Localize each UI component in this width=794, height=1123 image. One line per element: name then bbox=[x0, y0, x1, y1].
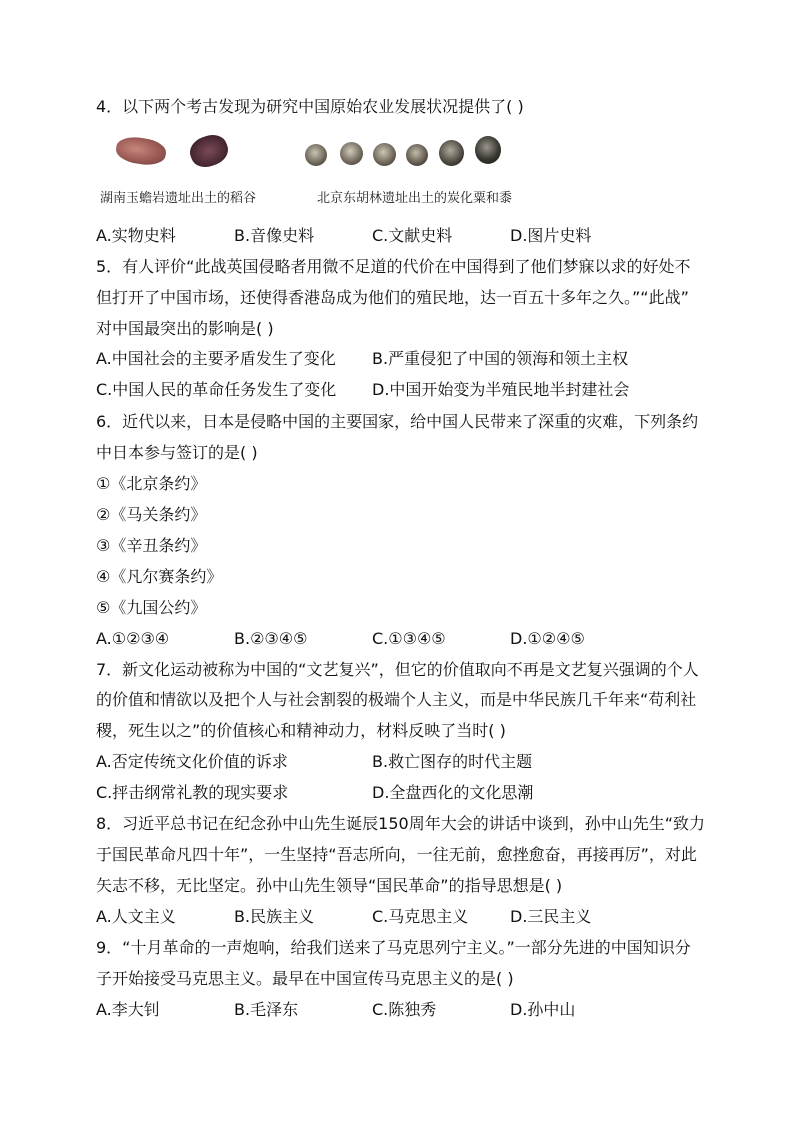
q7-stem-line-3: 稷，死生以之”的价值核心和精神动力，材料反映了当时( ) bbox=[96, 721, 506, 740]
q6-item-4: ④《凡尔赛条约》 bbox=[96, 567, 223, 586]
rice-grains-image bbox=[112, 134, 232, 170]
q6-item-1: ①《北京条约》 bbox=[96, 474, 207, 493]
q5-stem-line-3: 对中国最突出的影响是( ) bbox=[96, 319, 274, 338]
q7-stem-line-1: 7．新文化运动被称为中国的“文艺复兴”，但它的价值取向不再是文艺复兴强调的个人 bbox=[96, 660, 699, 679]
q5-option-b: B.严重侵犯了中国的领海和领土主权 bbox=[372, 349, 629, 368]
q8-stem-line-2: 于国民革命凡四十年”，一生坚持“吾志所向，一往无前，愈挫愈奋，再接再厉”，对此 bbox=[96, 845, 697, 864]
q6-option-c: C.①③④⑤ bbox=[372, 629, 446, 648]
caption-rice: 湖南玉蟾岩遗址出土的稻谷 bbox=[100, 191, 257, 206]
q5-stem-line-1: 5．有人评价“此战英国侵略者用微不足道的代价在中国得到了他们梦寐以求的好处不 bbox=[96, 257, 691, 276]
q6-option-b: B.②③④⑤ bbox=[234, 629, 308, 648]
q4-option-b: B.音像史料 bbox=[234, 226, 315, 245]
q9-option-b: B.毛泽东 bbox=[234, 1000, 299, 1019]
q6-option-a: A.①②③④ bbox=[96, 629, 170, 648]
q4-option-d: D.图片史料 bbox=[510, 226, 592, 245]
q6-item-5: ⑤《九国公约》 bbox=[96, 598, 207, 617]
q8-option-a: A.人文主义 bbox=[96, 907, 176, 926]
q6-stem-line-1: 6．近代以来，日本是侵略中国的主要国家，给中国人民带来了深重的灾难，下列条约 bbox=[96, 412, 699, 431]
millet-grains-image bbox=[303, 136, 503, 170]
q9-option-c: C.陈独秀 bbox=[372, 1000, 437, 1019]
q8-stem-line-1: 8．习近平总书记在纪念孙中山先生诞辰150周年大会的讲话中谈到，孙中山先生“致力 bbox=[96, 814, 706, 833]
q4-stem: 4．以下两个考古发现为研究中国原始农业发展状况提供了( ) bbox=[96, 97, 524, 116]
q4-option-c: C.文献史料 bbox=[372, 226, 453, 245]
q7-stem-line-2: 的价值和情欲以及把个人与社会割裂的极端个人主义，而是中华民族几千年来“苟利社 bbox=[96, 690, 697, 709]
q7-option-d: D.全盘西化的文化思潮 bbox=[372, 783, 534, 802]
q5-stem-line-2: 但打开了中国市场，还使得香港岛成为他们的殖民地，达一百五十多年之久。”“此战” bbox=[96, 288, 689, 307]
q9-option-d: D.孙中山 bbox=[510, 1000, 576, 1019]
q9-stem-line-2: 子开始接受马克思主义。最早在中国宣传马克思主义的是( ) bbox=[96, 969, 514, 988]
q8-option-c: C.马克思主义 bbox=[372, 907, 469, 926]
q9-option-a: A.李大钊 bbox=[96, 1000, 160, 1019]
q6-item-3: ③《辛丑条约》 bbox=[96, 536, 207, 555]
caption-millet: 北京东胡林遗址出土的炭化粟和黍 bbox=[317, 191, 513, 206]
q6-option-d: D.①②④⑤ bbox=[510, 629, 585, 648]
q5-option-d: D.中国开始变为半殖民地半封建社会 bbox=[372, 380, 630, 399]
q4-option-a: A.实物史料 bbox=[96, 226, 176, 245]
q5-option-a: A.中国社会的主要矛盾发生了变化 bbox=[96, 349, 336, 368]
q9-stem-line-1: 9．“十月革命的一声炮响，给我们送来了马克思列宁主义。”一部分先进的中国知识分 bbox=[96, 938, 691, 957]
q7-option-c: C.抨击纲常礼教的现实要求 bbox=[96, 783, 289, 802]
q6-item-2: ②《马关条约》 bbox=[96, 505, 207, 524]
q8-option-b: B.民族主义 bbox=[234, 907, 315, 926]
q7-option-a: A.否定传统文化价值的诉求 bbox=[96, 752, 288, 771]
q6-stem-line-2: 中日本参与签订的是( ) bbox=[96, 443, 258, 462]
q5-option-c: C.中国人民的革命任务发生了变化 bbox=[96, 380, 337, 399]
q7-option-b: B.救亡图存的时代主题 bbox=[372, 752, 533, 771]
q8-stem-line-3: 矢志不移，无比坚定。孙中山先生领导“国民革命”的指导思想是( ) bbox=[96, 876, 563, 895]
q8-option-d: D.三民主义 bbox=[510, 907, 592, 926]
